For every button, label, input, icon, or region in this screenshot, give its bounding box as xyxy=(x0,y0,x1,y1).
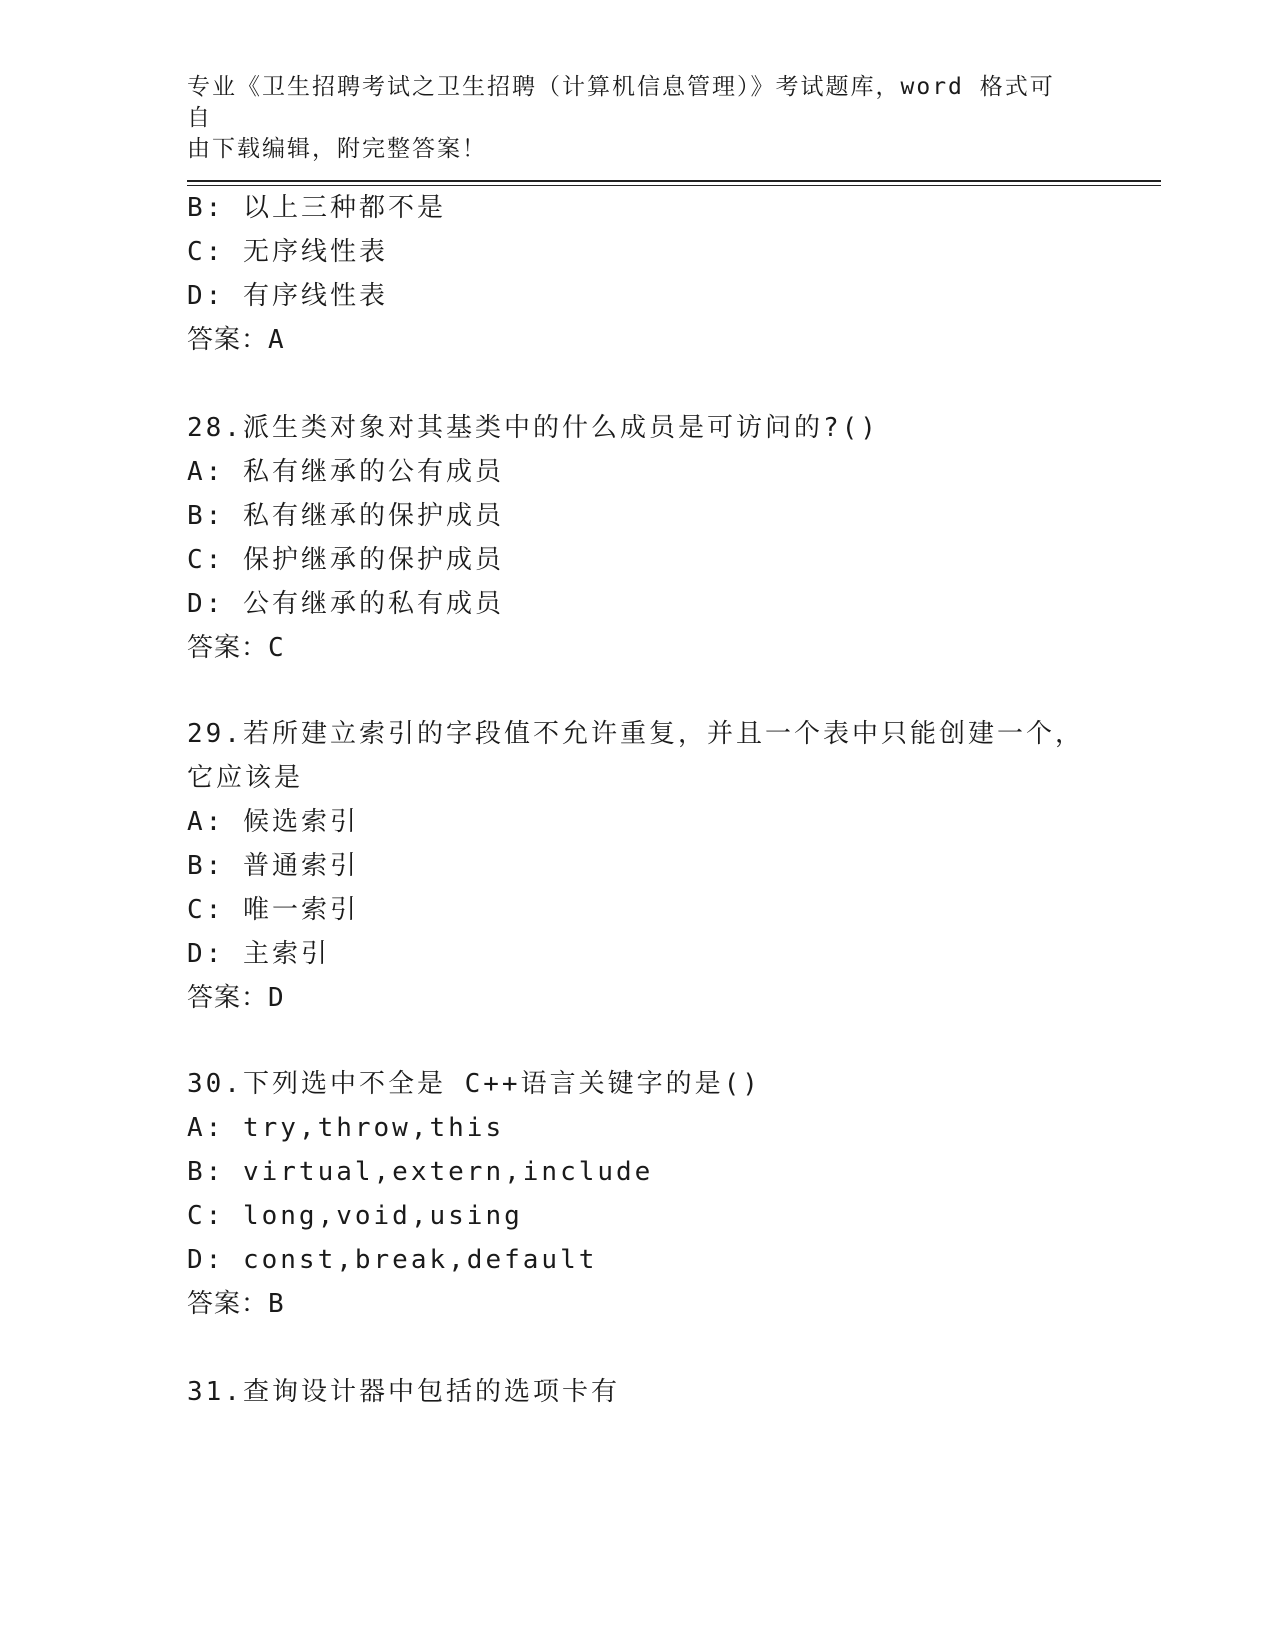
answer-label: 答案： xyxy=(187,325,269,355)
q29-option-b: B: 普通索引 xyxy=(187,851,359,881)
q28-option-d: D: 公有继承的私有成员 xyxy=(187,589,504,619)
document-header xyxy=(187,72,1067,165)
q29-option-d: D: 主索引 xyxy=(187,939,330,969)
q30-answer xyxy=(187,1287,285,1321)
q30-option-b: B: virtual,extern,include xyxy=(187,1157,654,1187)
q28-option-a: A: 私有继承的公有成员 xyxy=(187,457,504,487)
q30-option-d: D: const,break,default xyxy=(187,1245,598,1275)
header-line-2: 由下载编辑，附完整答案！ xyxy=(187,136,487,162)
q29-question-line-2: 它应该是 xyxy=(187,763,304,793)
q27-option-c: C: 无序线性表 xyxy=(187,237,388,267)
answer-label: 答案： xyxy=(187,633,269,663)
answer-label: 答案： xyxy=(187,1289,269,1319)
header-line-1: 专业《卫生招聘考试之卫生招聘（计算机信息管理）》考试题库，word 格式可自 xyxy=(187,74,1055,131)
answer-value: D xyxy=(268,983,285,1013)
q28-question: 28.派生类对象对其基类中的什么成员是可访问的?() xyxy=(187,413,879,443)
q29-question-line-1: 29.若所建立索引的字段值不允许重复，并且一个表中只能创建一个， xyxy=(187,719,1084,749)
q29-option-a: A: 候选索引 xyxy=(187,807,359,837)
q29-answer xyxy=(187,981,285,1015)
q28-option-c: C: 保护继承的保护成员 xyxy=(187,545,504,575)
q27-answer xyxy=(187,323,285,357)
header-divider-thin xyxy=(187,185,1161,186)
answer-value: B xyxy=(268,1289,285,1319)
q28-option-b: B: 私有继承的保护成员 xyxy=(187,501,504,531)
answer-value: C xyxy=(268,633,285,663)
answer-label: 答案： xyxy=(187,983,269,1013)
q29-option-c: C: 唯一索引 xyxy=(187,895,359,925)
q28-answer xyxy=(187,631,285,665)
answer-value: A xyxy=(268,325,285,355)
header-divider-thick xyxy=(187,180,1161,182)
q31-question: 31.查询设计器中包括的选项卡有 xyxy=(187,1377,620,1407)
q27-option-d: D: 有序线性表 xyxy=(187,281,388,311)
q30-option-c: C: long,void,using xyxy=(187,1201,523,1231)
q27-option-b: B: 以上三种都不是 xyxy=(187,193,446,223)
q30-option-a: A: try,throw,this xyxy=(187,1113,505,1143)
q30-question: 30.下列选中不全是 C++语言关键字的是() xyxy=(187,1069,761,1099)
